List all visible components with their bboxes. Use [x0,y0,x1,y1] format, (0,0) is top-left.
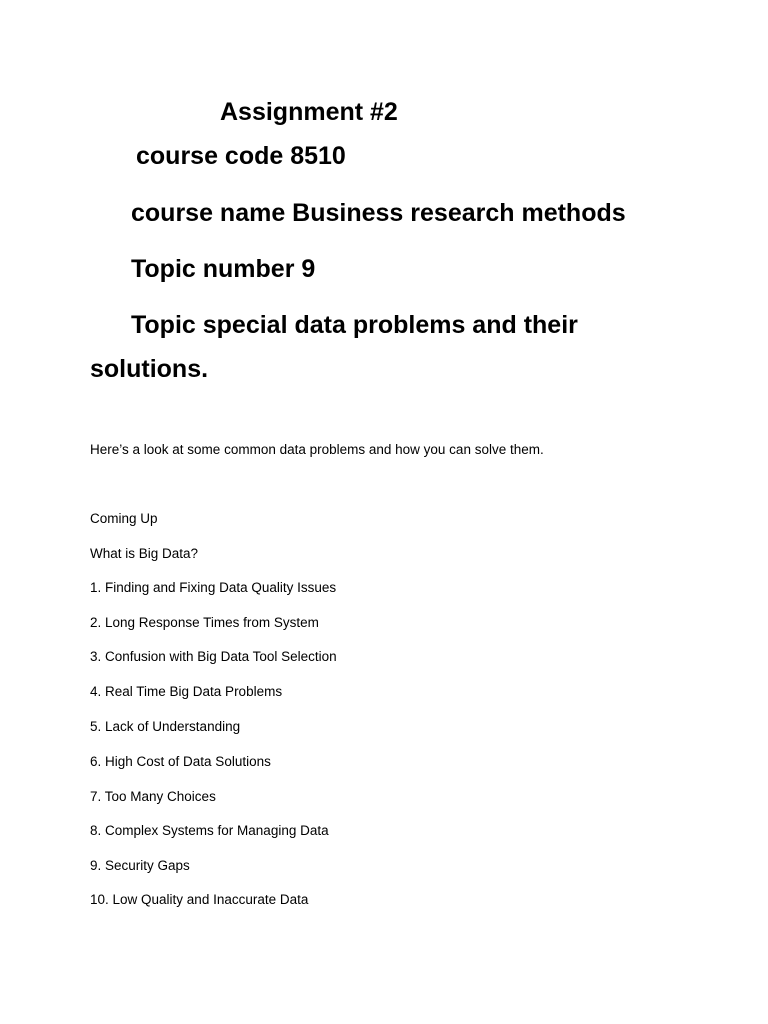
coming-up-label: Coming Up [90,511,158,526]
topic-heading-line1: Topic special data problems and their [131,311,578,339]
list-item: 7. Too Many Choices [90,789,216,804]
list-item: 2. Long Response Times from System [90,615,319,630]
topic-number-heading: Topic number 9 [131,255,316,283]
list-item: 8. Complex Systems for Managing Data [90,823,329,838]
list-item: 10. Low Quality and Inaccurate Data [90,892,309,907]
list-item: 4. Real Time Big Data Problems [90,684,283,699]
list-item: 3. Confusion with Big Data Tool Selection [90,649,337,664]
list-item: 6. High Cost of Data Solutions [90,754,271,769]
course-name-heading: course name Business research methods [131,199,626,227]
list-item: 1. Finding and Fixing Data Quality Issues [90,580,337,595]
intro-paragraph: Here’s a look at some common data problems and how you can solve them. [90,442,544,457]
assignment-title: Assignment #2 [220,98,398,126]
course-code-heading: course code 8510 [136,142,346,170]
big-data-question: What is Big Data? [90,546,199,561]
list-item: 9. Security Gaps [90,858,190,873]
topic-heading-line2: solutions. [90,355,209,383]
list-item: 5. Lack of Understanding [90,719,241,734]
